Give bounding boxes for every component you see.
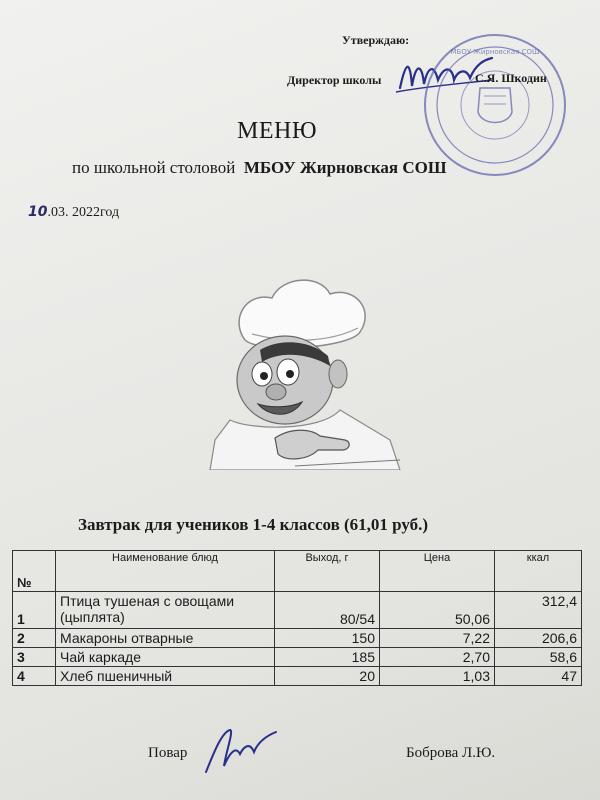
row-output: 80/54 [275,592,380,629]
date-rest: .03. 2022год [47,205,120,220]
approval-title: Утверждаю: [342,33,410,47]
row-num: 2 [13,629,56,648]
header-price: Цена [380,551,495,592]
row-name: Хлеб пшеничный [56,667,275,686]
table-row [13,592,582,629]
row-output: 185 [275,648,380,667]
row-price: 1,03 [380,667,495,686]
header-num: № [13,551,56,592]
row-num: 3 [13,648,56,667]
row-num: 1 [13,592,56,629]
row-price: 7,22 [380,629,495,648]
director-position: Директор школы [287,73,382,87]
chef-illustration [190,270,410,470]
row-kcal: 47 [495,667,582,686]
row-kcal: 206,6 [495,629,582,648]
row-kcal: 312,4 [495,592,582,629]
subtitle-prefix: по школьной столовой [72,158,236,177]
header-output: Выход, г [275,551,380,592]
table-header-row [13,551,582,592]
menu-date [28,204,119,221]
menu-subtitle [72,158,447,178]
menu-table [12,550,582,686]
cook-label: Повар [148,745,188,761]
cook-name: Боброва Л.Ю. [406,745,496,761]
row-price: 50,06 [380,592,495,629]
date-day-handwritten: 10 [28,204,48,220]
row-output: 20 [275,667,380,686]
cook-signature [200,722,280,777]
director-name: С.Я. Шкодин [475,71,547,85]
row-num: 4 [13,667,56,686]
table-row [13,629,582,648]
page-title: МЕНЮ [237,118,317,144]
header-name: Наименование блюд [56,551,275,592]
svg-text:МБОУ Жирновская СОШ: МБОУ Жирновская СОШ [450,48,540,56]
section-title: Завтрак для учеников 1-4 классов (61,01 руб.) [78,515,429,534]
row-name: Макароны отварные [56,629,275,648]
header-kcal: ккал [495,551,582,592]
row-price: 2,70 [380,648,495,667]
table-row [13,648,582,667]
row-kcal: 58,6 [495,648,582,667]
table-row [13,667,582,686]
school-name: МБОУ Жирновская СОШ [243,158,447,177]
row-output: 150 [275,629,380,648]
row-name: Чай каркаде [56,648,275,667]
row-name: Птица тушеная с овощами (цыплята) [56,592,275,629]
